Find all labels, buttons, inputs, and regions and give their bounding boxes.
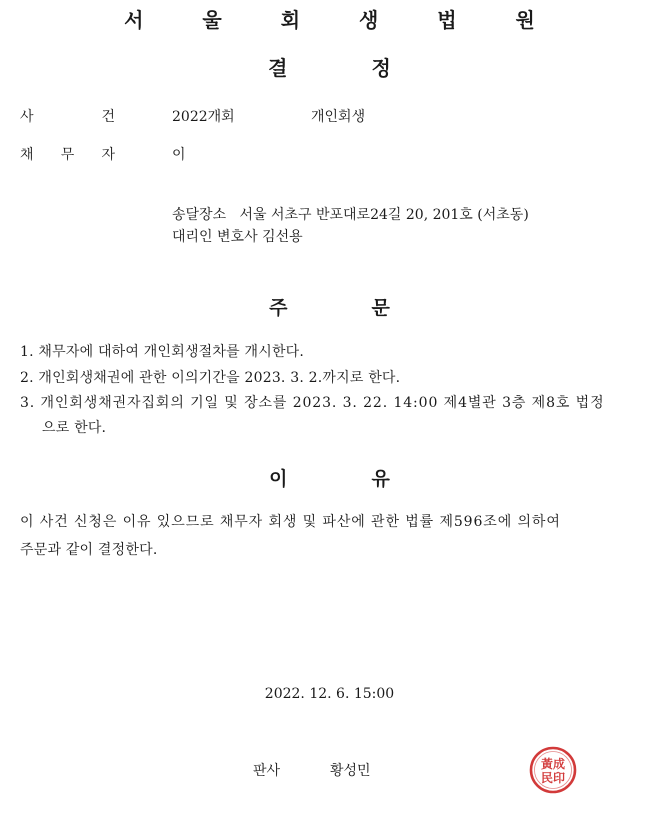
order-item-3: 3. 개인회생채권자집회의 기일 및 장소를 2023. 3. 22. 14:00 제4별관 3층 제8호 법정: [20, 395, 605, 411]
case-label: 사 건: [20, 109, 115, 125]
order-heading-left: 주: [269, 297, 288, 319]
order-item-3-continued: 으로 한다.: [42, 420, 107, 436]
decision-date: 2022. 12. 6. 15:00: [264, 686, 395, 702]
order-item-1: 1. 채무자에 대하여 개인회생절차를 개시한다.: [20, 344, 305, 360]
judge-title: 판사: [253, 763, 281, 779]
agent: 대리인 변호사 김선용: [172, 229, 303, 245]
case-type: 개인회생: [311, 109, 366, 125]
seal-icon: [528, 745, 578, 795]
order-item-2: 2. 개인회생채권에 관한 이의기간을 2023. 3. 2.까지로 한다.: [20, 370, 401, 386]
service-address-line: [172, 204, 529, 224]
document-title-left: 결: [268, 56, 288, 80]
judge-seal: [528, 745, 578, 795]
service-address: 서울 서초구 반포대로24길 20, 201호 (서초동): [239, 207, 529, 223]
court-name: 서 울 회 생 법 원: [124, 8, 561, 32]
document-title-right: 정: [371, 56, 391, 80]
reason-heading-left: 이: [269, 468, 288, 490]
svg-text:黃成: 黃成: [540, 757, 566, 771]
debtor-name: 이: [172, 147, 186, 163]
judge-name: 황성민: [330, 763, 371, 779]
document-title: [0, 52, 659, 81]
reason-heading: [0, 464, 659, 491]
case-number: 2022개회: [172, 109, 235, 125]
debtor-label: 채 무 자: [20, 147, 115, 163]
reason-line-2: 주문과 같이 결정한다.: [20, 542, 158, 558]
order-heading-right: 문: [371, 297, 390, 319]
svg-text:民印: 民印: [540, 771, 566, 785]
service-label: 송달장소: [172, 207, 227, 223]
reason-heading-right: 유: [371, 468, 390, 490]
reason-line-1: 이 사건 신청은 이유 있으므로 채무자 회생 및 파산에 관한 법률 제596조에 의하여: [20, 514, 561, 530]
order-heading: [0, 293, 659, 320]
